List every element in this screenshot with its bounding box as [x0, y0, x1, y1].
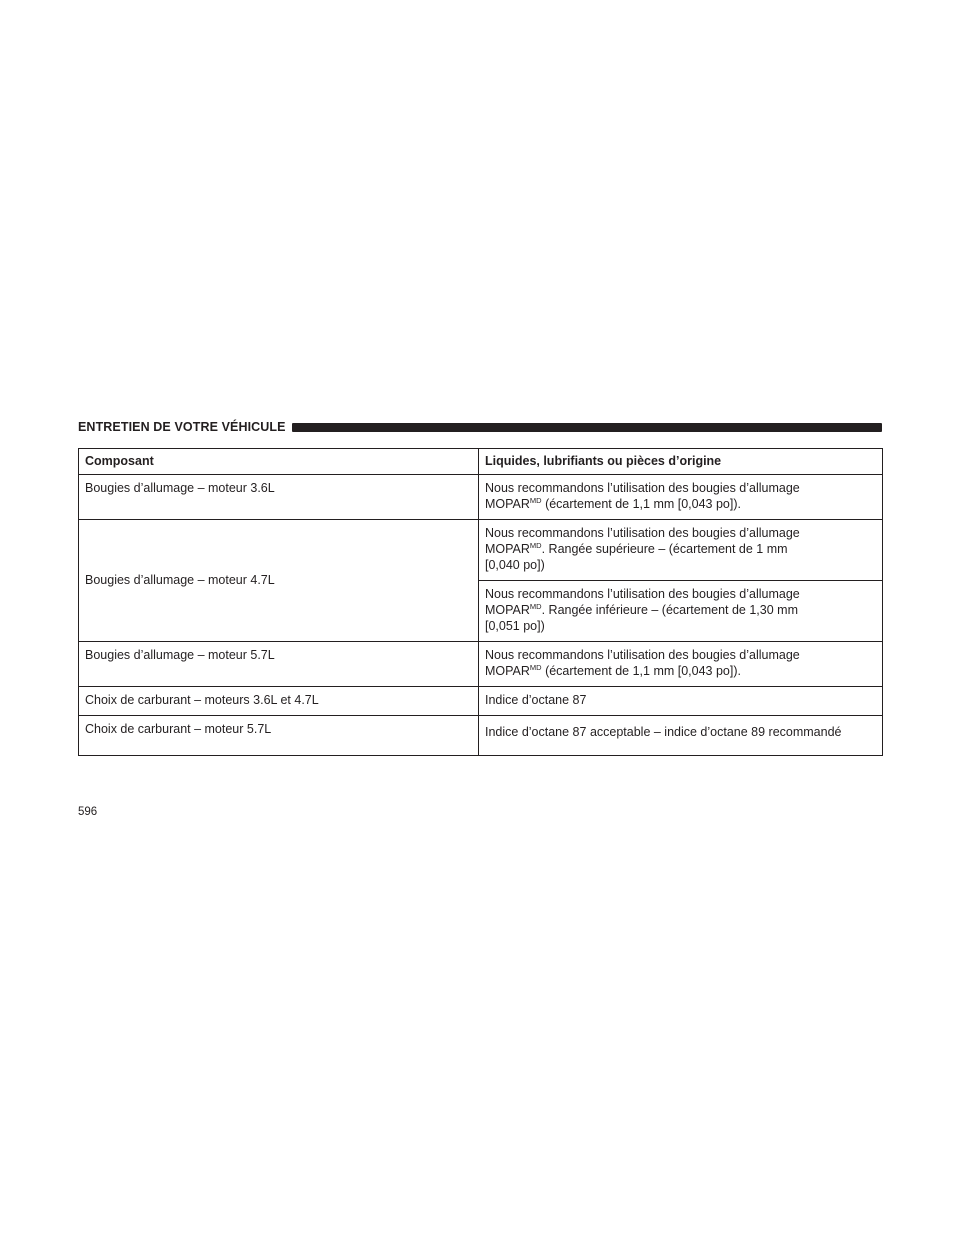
fluid-cell: Indice d’octane 87 [479, 687, 883, 716]
component-cell: Bougies d’allumage – moteur 4.7L [79, 520, 479, 642]
fluid-cell [479, 475, 883, 520]
fluid-cell [479, 581, 883, 642]
fluid-cell [479, 642, 883, 687]
table-row [79, 642, 883, 687]
column-header-fluids: Liquides, lubrifiants ou pièces d’origine [479, 449, 883, 475]
table-row [79, 520, 883, 581]
column-header-component: Composant [79, 449, 479, 475]
component-cell: Choix de carburant – moteur 5.7L [79, 716, 479, 756]
table-row [79, 716, 883, 756]
table-header-row [79, 449, 883, 475]
table-row [79, 687, 883, 716]
component-cell: Bougies d’allumage – moteur 5.7L [79, 642, 479, 687]
trademark-mark: MD [529, 541, 542, 550]
fluid-line: Nous recommandons l’utilisation des bougies d’allumage [485, 648, 800, 662]
fluid-line: [0,040 po]) [485, 558, 545, 572]
fluid-line: Nous recommandons l’utilisation des bougies d’allumage [485, 587, 800, 601]
page-number: 596 [78, 806, 98, 818]
parts-fluids-table [78, 448, 883, 756]
fluid-line-rest: . Rangée inférieure – (écartement de 1,30 mm [541, 603, 798, 617]
header-rule [292, 423, 882, 432]
table-row [79, 475, 883, 520]
fluid-line-rest: . Rangée supérieure – (écartement de 1 mm [541, 542, 788, 556]
fluid-line: Nous recommandons l’utilisation des bougies d’allumage [485, 526, 800, 540]
fluid-line-rest: (écartement de 1,1 mm [0,043 po]). [541, 497, 741, 511]
fluid-cell [479, 520, 883, 581]
brand-name: MOPAR [485, 542, 530, 556]
fluid-line-rest: (écartement de 1,1 mm [0,043 po]). [541, 664, 741, 678]
brand-name: MOPAR [485, 664, 530, 678]
brand-name: MOPAR [485, 497, 530, 511]
fluid-line: Nous recommandons l’utilisation des bougies d’allumage [485, 481, 800, 495]
component-cell: Choix de carburant – moteurs 3.6L et 4.7L [79, 687, 479, 716]
component-cell: Bougies d’allumage – moteur 3.6L [79, 475, 479, 520]
section-header [78, 418, 882, 436]
fluid-line: [0,051 po]) [485, 619, 545, 633]
fluid-cell: Indice d’octane 87 acceptable – indice d’octane 89 recommandé [479, 716, 883, 756]
trademark-mark: MD [529, 496, 542, 505]
section-title: ENTRETIEN DE VOTRE VÉHICULE [78, 420, 286, 434]
brand-name: MOPAR [485, 603, 530, 617]
trademark-mark: MD [529, 663, 542, 672]
trademark-mark: MD [529, 602, 542, 611]
